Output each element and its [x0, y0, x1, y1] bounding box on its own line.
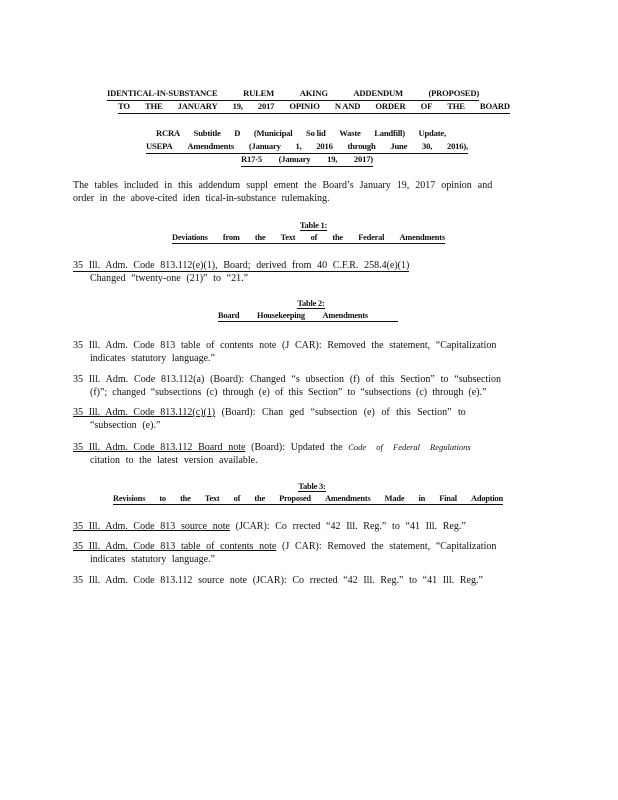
citation-underlined: 35 Ill. Adm. Code 813.112 Board note — [73, 442, 246, 453]
item-line: “subsection (e).” — [90, 420, 161, 431]
header-word: Subtitle — [193, 128, 221, 138]
table-2-title — [218, 299, 398, 308]
header-word: 19, — [327, 154, 338, 164]
header-word: RULEM — [243, 88, 275, 98]
header-word: (Municipal — [253, 128, 293, 138]
header-word: through — [347, 141, 376, 151]
item-line: Changed “twenty-one (21)” to “21.” — [90, 273, 249, 284]
item-line: indicates statutory language.” — [90, 353, 215, 364]
header-word: (PROPOSED) — [428, 88, 479, 98]
header-word: D — [234, 128, 241, 138]
document-header — [107, 88, 511, 101]
intro-line: order in the above-cited iden tical-in-substance rulemaking. — [73, 193, 330, 204]
item-line — [73, 441, 471, 454]
item-line: 35 Ill. Adm. Code 813.112 source note (JCAR): Co rrected “42 Ill. Reg.” to “41 Ill. Reg.” — [73, 575, 483, 586]
header-word: R17-5 — [241, 154, 262, 164]
subtitle-word: in — [418, 494, 426, 503]
item-line: (f)”; changed “subsections (c) through (e) of this Section” to “subsections (c) through (e).” — [90, 387, 487, 398]
subtitle-word: Made — [384, 494, 405, 503]
table-2-item — [73, 406, 466, 432]
header-word: 2016), — [446, 141, 468, 151]
subtitle-word: Text — [280, 233, 296, 242]
citation-underlined: 35 Ill. Adm. Code 813.112(c)(1) — [73, 407, 216, 418]
table-3-title — [113, 482, 503, 491]
header-line-1 — [107, 88, 479, 101]
header-word: RCRA — [156, 128, 181, 138]
item-line: citation to the latest version available. — [90, 455, 258, 466]
header-word: (January — [278, 154, 311, 164]
table-3-heading — [113, 482, 503, 505]
subtitle-word: Deviations — [172, 233, 208, 242]
italic-title: Code of Federal Regulations — [348, 442, 471, 452]
header-word: JANUARY — [177, 101, 218, 111]
header-word: 2017 — [257, 101, 275, 111]
header-word: So lid — [306, 128, 326, 138]
header-word: N AND — [334, 101, 361, 111]
header-word: June — [390, 141, 408, 151]
table-title-text: Table 2: — [297, 299, 325, 308]
subtitle-word: Revisions — [113, 494, 146, 503]
header-line-5-row — [241, 154, 373, 167]
header-line-5 — [241, 154, 373, 167]
table-2-item — [73, 441, 471, 467]
item-line: indicates statutory language.” — [90, 554, 215, 565]
header-word: 1, — [295, 141, 302, 151]
table-3-subtitle — [113, 494, 503, 505]
table-title-text: Table 3: — [298, 482, 326, 491]
item-text: (Board): Updated the — [245, 442, 349, 453]
item-line: 35 Ill. Adm. Code 813.112(a) (Board): Changed “s ubsection (f) of this Section” to “subsection — [73, 374, 501, 385]
subtitle-word: Text — [204, 494, 220, 503]
subtitle-word: the — [254, 233, 266, 242]
item-text: (Board): Chan ged “subsection (e) of this Section” to — [215, 407, 466, 418]
subtitle-word: from — [222, 233, 240, 242]
header-word: OPINIO — [289, 101, 320, 111]
table-3-item — [73, 574, 483, 587]
citation-underlined: 35 Ill. Adm. Code 813 table of contents note — [73, 541, 277, 552]
header-word: THE — [144, 101, 163, 111]
header-word: BOARD — [479, 101, 510, 111]
table-title-text: Table 1: — [299, 221, 328, 230]
header-word: THE — [447, 101, 465, 111]
header-word: 30, — [422, 141, 433, 151]
header-word: 19, — [232, 101, 243, 111]
subtitle-word: the — [254, 494, 265, 503]
citation-underlined: 35 Ill. Adm. Code 813 source note — [73, 521, 230, 532]
subtitle-word: Federal — [358, 233, 385, 242]
item-line — [73, 540, 496, 553]
header-word: (January — [248, 141, 281, 151]
item-line: 35 Ill. Adm. Code 813.112(e)(1), Board; derived from 40 C.F.R. 258.4(e)(1) — [73, 260, 410, 271]
table-2-heading — [218, 299, 398, 322]
header-line-3 — [156, 128, 446, 140]
header-line-3-row — [156, 128, 446, 140]
header-word: TO — [118, 101, 130, 111]
subtitle-word: Board — [218, 311, 240, 320]
header-word: Waste — [339, 128, 361, 138]
table-2-subtitle — [218, 311, 398, 322]
table-2-item — [73, 373, 501, 399]
item-text: (J CAR): Removed the statement, “Capitalization — [276, 541, 497, 552]
header-line-4-row — [146, 141, 468, 154]
subtitle-word: Final — [439, 494, 457, 503]
header-word: OF — [420, 101, 433, 111]
item-line — [73, 406, 466, 419]
table-1-subtitle — [172, 233, 445, 244]
table-1-item — [73, 259, 409, 285]
header-line-4 — [146, 141, 468, 154]
item-line: 35 Ill. Adm. Code 813 table of contents note (J CAR): Removed the statement, “Capitalization — [73, 340, 497, 351]
header-word: 2016 — [316, 141, 333, 151]
subtitle-word: Housekeeping — [257, 311, 305, 320]
table-2-item — [73, 339, 496, 365]
header-word: IDENTICAL-IN-SUBSTANCE — [107, 88, 218, 98]
header-word: ADDENDUM — [353, 88, 403, 98]
subtitle-word: the — [332, 233, 343, 242]
header-word: Landfill) — [374, 128, 405, 138]
header-line-2-row — [118, 101, 510, 114]
subtitle-word: of — [310, 233, 318, 242]
header-word: ORDER — [375, 101, 406, 111]
intro-paragraph — [73, 179, 492, 205]
intro-line: The tables included in this addendum suppl ement the Board’s January 19, 2017 opinion and — [73, 180, 493, 191]
subtitle-word: of — [233, 494, 241, 503]
subtitle-word: to — [159, 494, 166, 503]
subtitle-word: Proposed — [279, 494, 311, 503]
subtitle-word: Amendments — [325, 494, 371, 503]
table-1-heading — [172, 221, 445, 244]
header-word: 2017) — [353, 154, 373, 164]
header-word: AKING — [299, 88, 328, 98]
subtitle-word: Amendments — [322, 311, 368, 320]
subtitle-word: Adoption — [471, 494, 503, 503]
item-text: (JCAR): Co rrected “42 Ill. Reg.” to “41 Ill. Reg.” — [229, 521, 466, 532]
header-line-2 — [118, 101, 510, 114]
table-3-item — [73, 540, 496, 566]
subtitle-word: the — [180, 494, 191, 503]
table-1-title — [172, 221, 445, 230]
header-word: Update, — [418, 128, 446, 138]
table-3-item — [73, 520, 466, 533]
subtitle-word: Amendments — [399, 233, 445, 242]
item-line — [73, 520, 466, 533]
header-word: Amendments — [187, 141, 235, 151]
header-word: USEPA — [146, 141, 173, 151]
